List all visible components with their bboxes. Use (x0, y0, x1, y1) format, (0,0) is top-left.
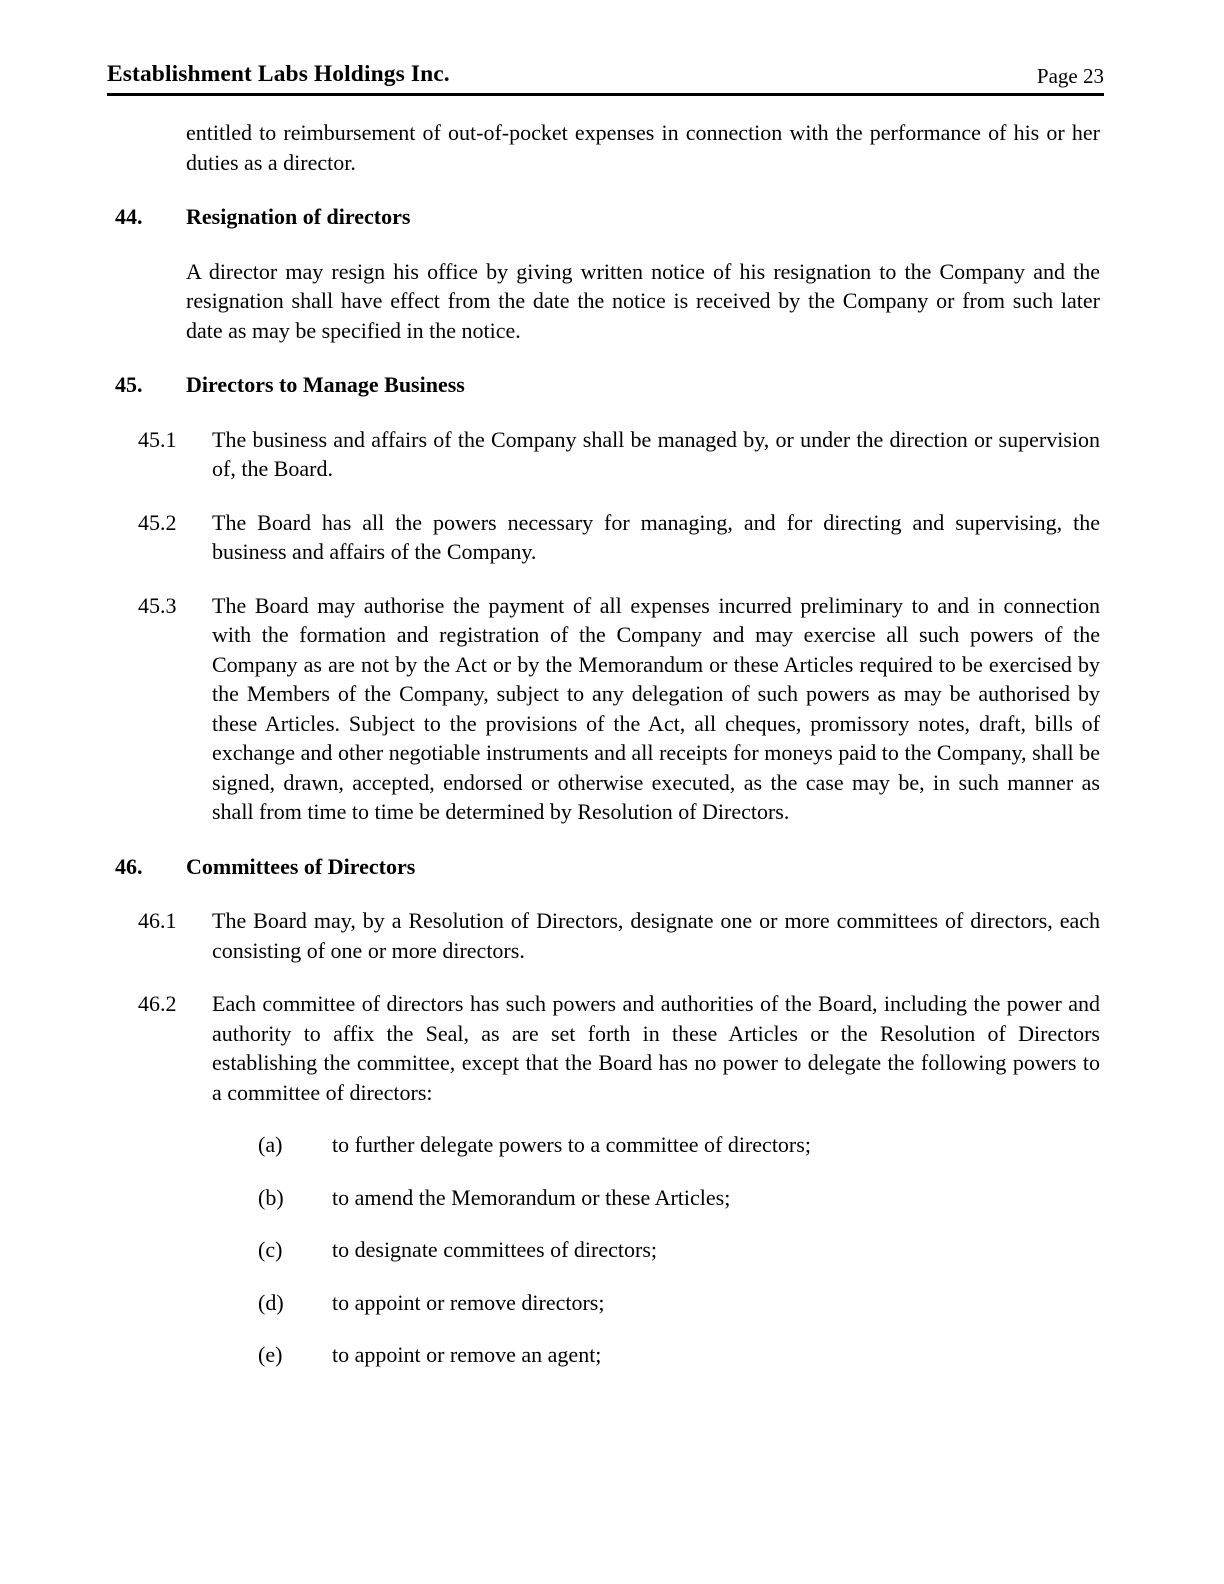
section-heading-44 (0, 202, 1224, 232)
continuation-paragraph: entitled to reimbursement of out-of-pocket expenses in connection with the performance of his or her duties as a director. (186, 120, 1100, 175)
item-marker: (e) (258, 1342, 283, 1367)
section-heading-45 (0, 370, 1224, 400)
item-text: to amend the Memorandum or these Articles; (332, 1184, 731, 1210)
lettered-item-a (0, 1130, 1224, 1160)
section-title-46: Committees of Directors (186, 853, 416, 879)
item-marker: (c) (258, 1237, 283, 1262)
clause-number: 45.3 (138, 592, 177, 618)
clause-number: 46.2 (138, 991, 177, 1016)
section-44-body: A director may resign his office by giving written notice of his resignation to the Company and the resignation shall have effect from the date the notice is received by the Company or from such later date as may be specified in the notice. (186, 258, 1100, 343)
document-body (0, 118, 1224, 1370)
lettered-item-d (0, 1288, 1224, 1318)
section-title-44: Resignation of directors (186, 204, 411, 229)
clause-number: 45.2 (138, 509, 177, 535)
section-number-46: 46. (115, 853, 143, 879)
item-text: to further delegate powers to a committee of directors; (332, 1132, 811, 1157)
clause-text: The Board may, by a Resolution of Directors, designate one or more committees of directors, each consisting of one or more directors. (212, 908, 1100, 963)
lettered-item-c (0, 1235, 1224, 1265)
section-number-44: 44. (115, 204, 143, 229)
page-header (107, 62, 1104, 96)
section-heading-46 (0, 852, 1224, 882)
header-company-name: Establishment Labs Holdings Inc. (107, 61, 450, 87)
item-marker: (b) (258, 1184, 284, 1210)
item-text: to appoint or remove directors; (332, 1289, 605, 1315)
clause-45-2 (0, 508, 1224, 567)
clause-text: The Board may authorise the payment of all expenses incurred preliminary to and in connection with the formation and registration of the Company and may exercise all such powers of the Company as are not by the Act or by the Memorandum or these Articles required to be exercised by the Members of the Company, subject to any delegation of such powers as may be authorised by these Articles. Subject to the provisions of the Act, all cheques, promissory notes, draft, bills of exchange and other negotiable instruments and all receipts for moneys paid to the Company, shall be signed, drawn, accepted, endorsed or otherwise executed, as the case may be, in such manner as shall from time to time be determined by Resolution of Directors. (212, 592, 1100, 824)
item-marker: (a) (258, 1132, 283, 1157)
section-title-45: Directors to Manage Business (186, 372, 465, 397)
clause-45-1 (0, 425, 1224, 484)
clause-number: 45.1 (138, 426, 177, 452)
clause-text: The business and affairs of the Company shall be managed by, or under the direction or supervision of, the Board. (212, 426, 1100, 481)
clause-text: Each committee of directors has such powers and authorities of the Board, including the power and authority to affix the Seal, as are set forth in these Articles or the Resolution of Directors establishing the committee, except that the Board has no power to delegate the following powers to a committee of directors: (212, 991, 1100, 1105)
clause-number: 46.1 (138, 908, 177, 933)
item-text: to appoint or remove an agent; (332, 1342, 602, 1367)
clause-text: The Board has all the powers necessary for managing, and for directing and supervising, the business and affairs of the Company. (212, 509, 1100, 564)
lettered-item-b (0, 1183, 1224, 1213)
clause-46-2 (0, 989, 1224, 1107)
item-marker: (d) (258, 1289, 284, 1315)
item-text: to designate committees of directors; (332, 1237, 658, 1262)
clause-46-1 (0, 906, 1224, 965)
clause-45-3 (0, 591, 1224, 827)
lettered-item-e (0, 1340, 1224, 1370)
section-number-45: 45. (115, 372, 143, 397)
header-page-number: Page 23 (1036, 63, 1104, 88)
